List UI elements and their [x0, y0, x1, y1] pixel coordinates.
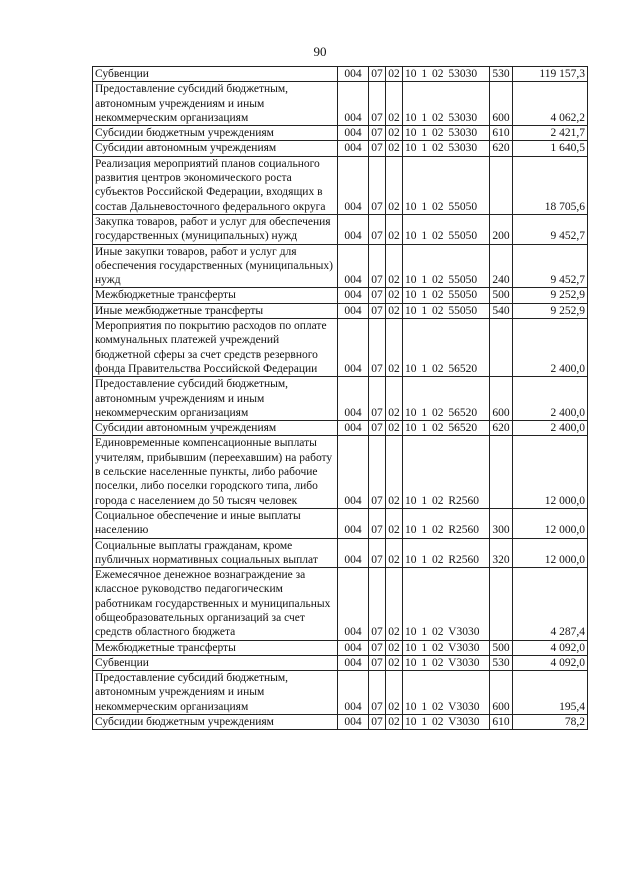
department-code-cell: 004 — [338, 538, 369, 568]
section-code-cell: 07 — [369, 126, 386, 141]
amount-cell: 12 000,0 — [513, 508, 588, 538]
section-code-cell: 07 — [369, 244, 386, 288]
amount-cell: 78,2 — [513, 715, 588, 730]
expense-type-cell: 300 — [490, 508, 513, 538]
expense-type-cell — [490, 156, 513, 214]
target-article-cell: 10 1 02 56520 — [403, 319, 490, 377]
amount-cell: 2 400,0 — [513, 377, 588, 421]
table-row — [93, 655, 588, 670]
section-code-cell: 07 — [369, 538, 386, 568]
subsection-code-cell: 02 — [386, 288, 403, 303]
table-row — [93, 508, 588, 538]
expense-name-cell: Субсидии автономным учреждениям — [93, 421, 338, 436]
target-article-cell: 10 1 02 V3030 — [403, 568, 490, 640]
amount-cell: 12 000,0 — [513, 436, 588, 508]
department-code-cell: 004 — [338, 214, 369, 244]
budget-table — [92, 66, 588, 730]
expense-type-cell: 620 — [490, 141, 513, 156]
amount-cell: 4 287,4 — [513, 568, 588, 640]
expense-type-cell: 320 — [490, 538, 513, 568]
table-row — [93, 288, 588, 303]
expense-name-cell: Межбюджетные трансферты — [93, 640, 338, 655]
expense-type-cell: 200 — [490, 214, 513, 244]
subsection-code-cell: 02 — [386, 715, 403, 730]
table-row — [93, 156, 588, 214]
department-code-cell: 004 — [338, 421, 369, 436]
section-code-cell: 07 — [369, 319, 386, 377]
amount-cell: 18 705,6 — [513, 156, 588, 214]
department-code-cell: 004 — [338, 303, 369, 318]
expense-name-cell: Ежемесячное денежное вознаграждение за классное руководство педагогическим работникам государственных и муниципальных общеобразовательных организаций за счет средств областного бюджета — [93, 568, 338, 640]
section-code-cell: 07 — [369, 655, 386, 670]
department-code-cell: 004 — [338, 126, 369, 141]
section-code-cell: 07 — [369, 568, 386, 640]
department-code-cell: 004 — [338, 244, 369, 288]
section-code-cell: 07 — [369, 436, 386, 508]
expense-name-cell: Единовременные компенсационные выплаты учителям, прибывшим (переехавшим) на работу в сельские населенные пункты, либо рабочие поселки, либо поселки городского типа, либо города с населением до 50 тысяч человек — [93, 436, 338, 508]
target-article-cell: 10 1 02 R2560 — [403, 538, 490, 568]
subsection-code-cell: 02 — [386, 244, 403, 288]
amount-cell: 2 421,7 — [513, 126, 588, 141]
department-code-cell: 004 — [338, 82, 369, 126]
table-row — [93, 126, 588, 141]
subsection-code-cell: 02 — [386, 67, 403, 82]
department-code-cell: 004 — [338, 568, 369, 640]
table-row — [93, 421, 588, 436]
table-row — [93, 319, 588, 377]
expense-type-cell: 500 — [490, 288, 513, 303]
target-article-cell: 10 1 02 V3030 — [403, 715, 490, 730]
expense-name-cell: Реализация мероприятий планов социального развития центров экономического роста субъектов Российской Федерации, входящих в состав Дальневосточного федерального округа — [93, 156, 338, 214]
amount-cell: 9 252,9 — [513, 288, 588, 303]
section-code-cell: 07 — [369, 82, 386, 126]
amount-cell: 4 062,2 — [513, 82, 588, 126]
section-code-cell: 07 — [369, 715, 386, 730]
table-row — [93, 82, 588, 126]
table-row — [93, 640, 588, 655]
subsection-code-cell: 02 — [386, 126, 403, 141]
target-article-cell: 10 1 02 V3030 — [403, 655, 490, 670]
amount-cell: 119 157,3 — [513, 67, 588, 82]
table-row — [93, 214, 588, 244]
amount-cell: 9 452,7 — [513, 214, 588, 244]
amount-cell: 2 400,0 — [513, 319, 588, 377]
table-row — [93, 244, 588, 288]
subsection-code-cell: 02 — [386, 538, 403, 568]
target-article-cell: 10 1 02 R2560 — [403, 436, 490, 508]
expense-name-cell: Предоставление субсидий бюджетным, автономным учреждениям и иным некоммерческим организациям — [93, 377, 338, 421]
section-code-cell: 07 — [369, 288, 386, 303]
section-code-cell: 07 — [369, 214, 386, 244]
table-row — [93, 377, 588, 421]
table-row — [93, 538, 588, 568]
table-row — [93, 436, 588, 508]
expense-name-cell: Предоставление субсидий бюджетным, автономным учреждениям и иным некоммерческим организациям — [93, 82, 338, 126]
subsection-code-cell: 02 — [386, 377, 403, 421]
department-code-cell: 004 — [338, 141, 369, 156]
amount-cell: 2 400,0 — [513, 421, 588, 436]
table-row — [93, 568, 588, 640]
target-article-cell: 10 1 02 55050 — [403, 156, 490, 214]
department-code-cell: 004 — [338, 640, 369, 655]
department-code-cell: 004 — [338, 288, 369, 303]
subsection-code-cell: 02 — [386, 156, 403, 214]
department-code-cell: 004 — [338, 715, 369, 730]
expense-name-cell: Закупка товаров, работ и услуг для обеспечения государственных (муниципальных) нужд — [93, 214, 338, 244]
target-article-cell: 10 1 02 53030 — [403, 141, 490, 156]
expense-name-cell: Социальное обеспечение и иные выплаты населению — [93, 508, 338, 538]
section-code-cell: 07 — [369, 377, 386, 421]
subsection-code-cell: 02 — [386, 568, 403, 640]
expense-type-cell: 610 — [490, 126, 513, 141]
amount-cell: 12 000,0 — [513, 538, 588, 568]
expense-type-cell: 600 — [490, 377, 513, 421]
expense-type-cell — [490, 436, 513, 508]
section-code-cell: 07 — [369, 303, 386, 318]
section-code-cell: 07 — [369, 141, 386, 156]
expense-name-cell: Субвенции — [93, 67, 338, 82]
expense-type-cell: 240 — [490, 244, 513, 288]
expense-type-cell: 620 — [490, 421, 513, 436]
amount-cell: 195,4 — [513, 671, 588, 715]
table-row — [93, 67, 588, 82]
department-code-cell: 004 — [338, 671, 369, 715]
expense-type-cell: 530 — [490, 67, 513, 82]
expense-name-cell: Иные межбюджетные трансферты — [93, 303, 338, 318]
target-article-cell: 10 1 02 55050 — [403, 244, 490, 288]
amount-cell: 1 640,5 — [513, 141, 588, 156]
amount-cell: 4 092,0 — [513, 640, 588, 655]
department-code-cell: 004 — [338, 377, 369, 421]
expense-type-cell: 530 — [490, 655, 513, 670]
section-code-cell: 07 — [369, 156, 386, 214]
expense-name-cell: Иные закупки товаров, работ и услуг для обеспечения государственных (муниципальных) нужд — [93, 244, 338, 288]
expense-type-cell: 600 — [490, 82, 513, 126]
page-number: 90 — [313, 44, 327, 59]
target-article-cell: 10 1 02 V3030 — [403, 640, 490, 655]
table-row — [93, 715, 588, 730]
expense-name-cell: Субсидии бюджетным учреждениям — [93, 126, 338, 141]
department-code-cell: 004 — [338, 319, 369, 377]
expense-type-cell: 610 — [490, 715, 513, 730]
department-code-cell: 004 — [338, 156, 369, 214]
target-article-cell: 10 1 02 53030 — [403, 67, 490, 82]
table-row — [93, 671, 588, 715]
target-article-cell: 10 1 02 53030 — [403, 82, 490, 126]
department-code-cell: 004 — [338, 67, 369, 82]
table-row — [93, 141, 588, 156]
subsection-code-cell: 02 — [386, 655, 403, 670]
target-article-cell: 10 1 02 56520 — [403, 377, 490, 421]
expense-name-cell: Субсидии бюджетным учреждениям — [93, 715, 338, 730]
subsection-code-cell: 02 — [386, 508, 403, 538]
expense-type-cell: 540 — [490, 303, 513, 318]
target-article-cell: 10 1 02 55050 — [403, 288, 490, 303]
expense-type-cell — [490, 568, 513, 640]
section-code-cell: 07 — [369, 67, 386, 82]
expense-type-cell: 500 — [490, 640, 513, 655]
table-row — [93, 303, 588, 318]
department-code-cell: 004 — [338, 655, 369, 670]
subsection-code-cell: 02 — [386, 671, 403, 715]
budget-table-body — [93, 67, 588, 730]
target-article-cell: 10 1 02 55050 — [403, 214, 490, 244]
department-code-cell: 004 — [338, 508, 369, 538]
expense-name-cell: Предоставление субсидий бюджетным, автономным учреждениям и иным некоммерческим организациям — [93, 671, 338, 715]
expense-name-cell: Субвенции — [93, 655, 338, 670]
target-article-cell: 10 1 02 R2560 — [403, 508, 490, 538]
subsection-code-cell: 02 — [386, 640, 403, 655]
target-article-cell: 10 1 02 56520 — [403, 421, 490, 436]
expense-name-cell: Социальные выплаты гражданам, кроме публичных нормативных социальных выплат — [93, 538, 338, 568]
target-article-cell: 10 1 02 55050 — [403, 303, 490, 318]
subsection-code-cell: 02 — [386, 319, 403, 377]
subsection-code-cell: 02 — [386, 141, 403, 156]
amount-cell: 9 452,7 — [513, 244, 588, 288]
expense-name-cell: Межбюджетные трансферты — [93, 288, 338, 303]
expense-name-cell: Субсидии автономным учреждениям — [93, 141, 338, 156]
subsection-code-cell: 02 — [386, 214, 403, 244]
section-code-cell: 07 — [369, 508, 386, 538]
expense-type-cell — [490, 319, 513, 377]
subsection-code-cell: 02 — [386, 436, 403, 508]
amount-cell: 9 252,9 — [513, 303, 588, 318]
section-code-cell: 07 — [369, 421, 386, 436]
subsection-code-cell: 02 — [386, 82, 403, 126]
department-code-cell: 004 — [338, 436, 369, 508]
section-code-cell: 07 — [369, 640, 386, 655]
expense-name-cell: Мероприятия по покрытию расходов по оплате коммунальных платежей учреждений бюджетной сферы за счет средств резервного фонда Правительства Российской Федерации — [93, 319, 338, 377]
target-article-cell: 10 1 02 53030 — [403, 126, 490, 141]
subsection-code-cell: 02 — [386, 421, 403, 436]
amount-cell: 4 092,0 — [513, 655, 588, 670]
expense-type-cell: 600 — [490, 671, 513, 715]
section-code-cell: 07 — [369, 671, 386, 715]
target-article-cell: 10 1 02 V3030 — [403, 671, 490, 715]
subsection-code-cell: 02 — [386, 303, 403, 318]
